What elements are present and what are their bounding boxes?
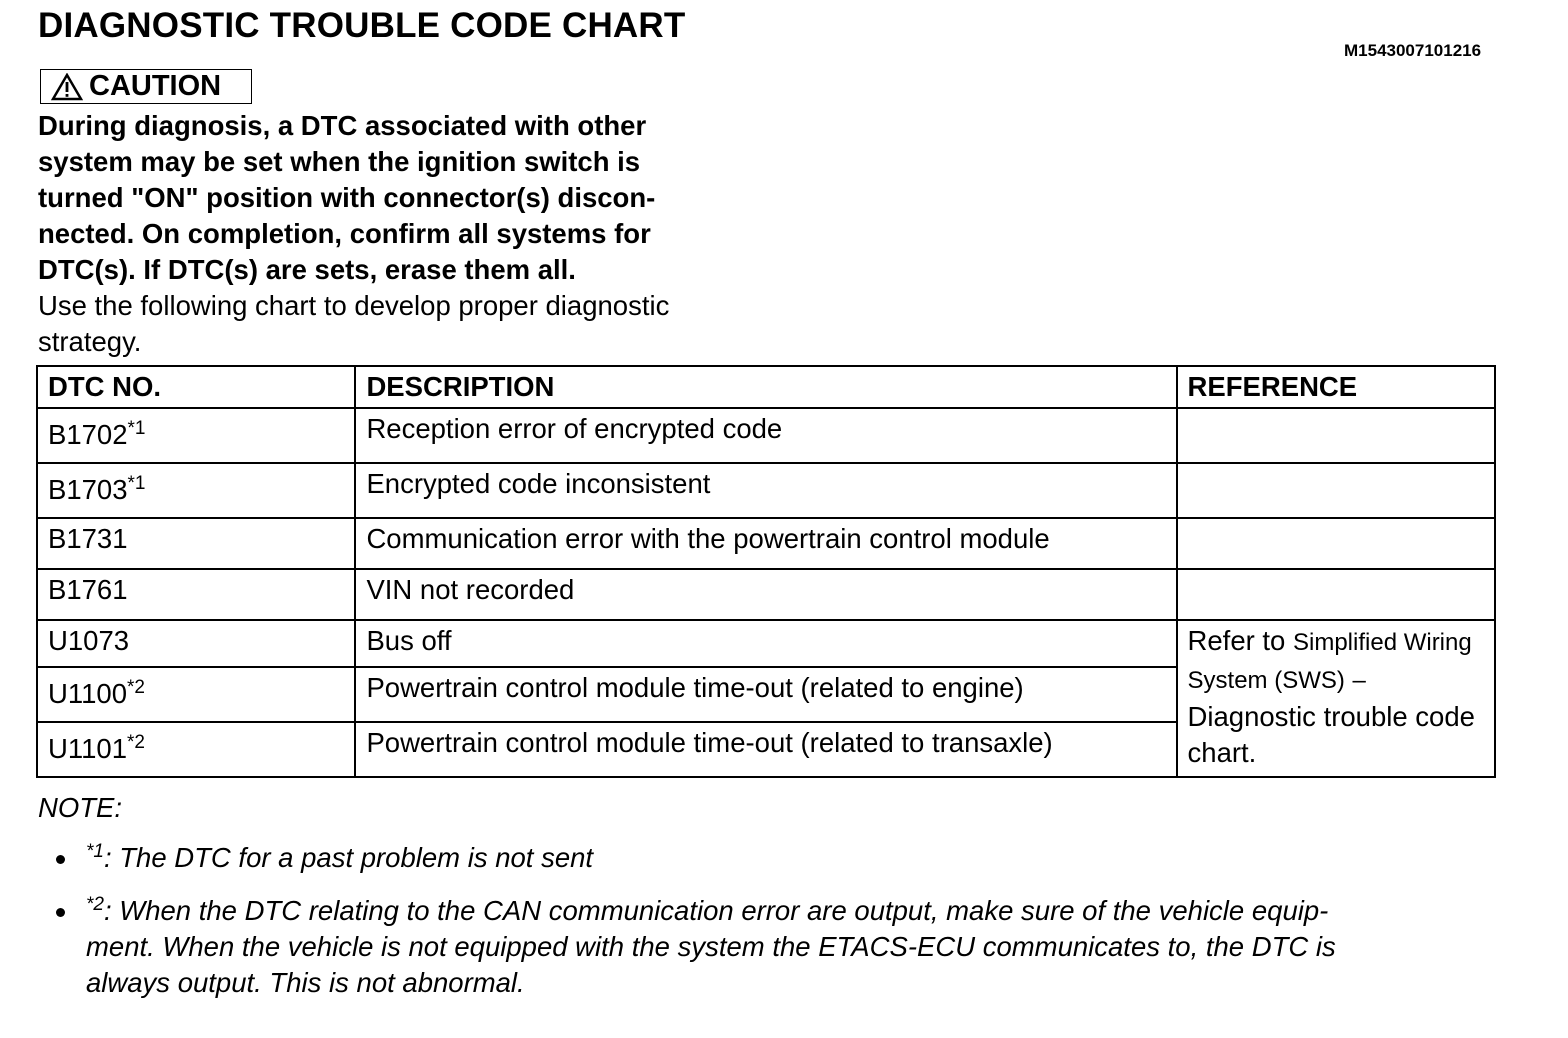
header-dtc-no: DTC NO.	[37, 366, 355, 408]
table-header-row	[37, 366, 1495, 408]
note-text: : The DTC for a past problem is not sent	[103, 842, 594, 873]
dtc-code-cell	[37, 463, 355, 518]
header-reference: REFERENCE	[1177, 366, 1495, 408]
caution-line: system may be set when the ignition switch is	[38, 146, 641, 177]
dtc-reference	[1177, 463, 1495, 518]
dtc-code: U1101	[48, 733, 127, 764]
footnote-mark: *1	[127, 473, 146, 494]
bullet-icon	[56, 855, 65, 864]
warning-triangle-icon	[51, 73, 83, 101]
caution-line: During diagnosis, a DTC associated with other	[38, 110, 647, 141]
dtc-code: U1073	[37, 620, 355, 667]
dtc-description: Powertrain control module time-out (related to engine)	[355, 667, 1176, 722]
intro-text	[38, 288, 778, 360]
table-row	[37, 620, 1495, 667]
dtc-code-cell	[37, 722, 355, 777]
footnote-mark: *1	[127, 418, 146, 439]
dtc-description: Communication error with the powertrain control module	[355, 518, 1176, 569]
footnote-mark: *2	[127, 732, 145, 753]
caution-label: CAUTION	[89, 70, 222, 102]
note-list	[56, 840, 1516, 1018]
caution-line: DTC(s). If DTC(s) are sets, erase them all.	[38, 254, 576, 285]
caution-text	[38, 108, 758, 288]
intro-line: Use the following chart to develop proper diagnostic	[38, 290, 670, 321]
note-text: : When the DTC relating to the CAN communication error are output, make sure of the vehicle equip-	[103, 895, 1329, 926]
note-item	[56, 840, 1516, 876]
caution-label-box	[40, 69, 252, 104]
intro-line: strategy.	[38, 326, 142, 357]
note-item	[56, 893, 1516, 1001]
caution-line: nected. On completion, confirm all systems for	[38, 218, 651, 249]
reference-link-sws[interactable]: Simplified Wiring System (SWS)	[1187, 629, 1472, 694]
reference-dash: –	[1352, 667, 1366, 694]
bullet-icon	[56, 908, 65, 917]
dtc-description: Encrypted code inconsistent	[355, 463, 1176, 518]
footnote-mark: *1	[86, 841, 104, 862]
dtc-reference-merged	[1177, 620, 1495, 777]
table-row	[37, 408, 1495, 463]
table-row	[37, 569, 1495, 620]
header-description: DESCRIPTION	[355, 366, 1176, 408]
reference-link-dtc-chart[interactable]: Diagnostic trouble code chart	[1187, 701, 1475, 768]
dtc-reference	[1177, 408, 1495, 463]
note-label: NOTE:	[38, 792, 123, 823]
dtc-description: VIN not recorded	[355, 569, 1176, 620]
dtc-code: B1703	[48, 474, 128, 505]
dtc-description: Powertrain control module time-out (related to transaxle)	[355, 722, 1176, 777]
page-title: DIAGNOSTIC TROUBLE CODE CHART	[38, 6, 686, 45]
note-text: always output. This is not abnormal.	[86, 967, 525, 998]
reference-lead: Refer to	[1187, 625, 1293, 656]
dtc-code: B1761	[37, 569, 355, 620]
dtc-table	[36, 365, 1496, 778]
document-code: M1543007101216	[1344, 41, 1482, 60]
footnote-mark: *2	[86, 894, 104, 915]
reference-period: .	[1248, 737, 1257, 768]
dtc-code: B1702	[48, 419, 128, 450]
note-text: ment. When the vehicle is not equipped with the system the ETACS-ECU communicates to, the DTC is	[86, 931, 1336, 962]
dtc-code-cell	[37, 667, 355, 722]
dtc-description: Reception error of encrypted code	[355, 408, 1176, 463]
dtc-description: Bus off	[355, 620, 1176, 667]
caution-line: turned "ON" position with connector(s) discon-	[38, 182, 656, 213]
dtc-code: B1731	[37, 518, 355, 569]
table-row	[37, 518, 1495, 569]
footnote-mark: *2	[127, 677, 145, 698]
dtc-reference	[1177, 569, 1495, 620]
dtc-reference	[1177, 518, 1495, 569]
dtc-code-cell	[37, 408, 355, 463]
dtc-code: U1100	[48, 678, 127, 709]
table-row	[37, 463, 1495, 518]
